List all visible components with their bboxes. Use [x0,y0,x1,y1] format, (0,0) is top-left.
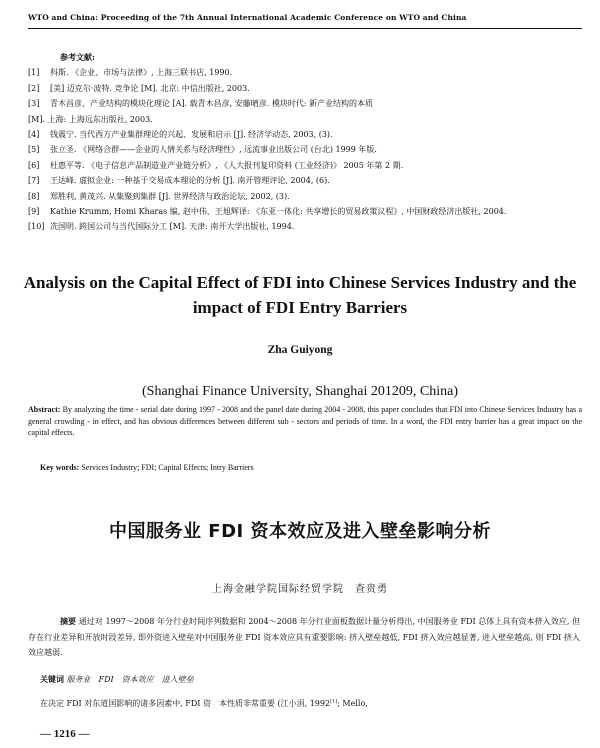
chinese-affiliation-author: 上海金融学院国际经贸学院 查贵勇 [212,584,388,595]
english-keywords [40,463,580,472]
chinese-keywords-label: 关键词 [40,674,64,684]
reference-item: [8] 郑胜利, 黄茂兴. 从集聚到集群 [J]. 世界经济与政治论坛, 2002, (3). [28,191,290,201]
chinese-body-text: 在决定 FDI 对东道国影响的诸多因素中, FDI 资 本性质非常重要 (江小涓, 1992[1]; Mello, [40,698,368,708]
reference-item: [6] 杜惠平等. 《电子信息产品制造业产业链分析》, 《人大报刊复印资料 (工业经济)》 2005 年第 2 期. [28,160,404,170]
chinese-title: 中国服务业 FDI 资本效应及进入壁垒影响分析 [109,521,491,542]
chinese-keywords-text: 服务业 FDI 资本效应 进入壁垒 [66,675,194,684]
page-number: — 1216 — [40,728,90,740]
reference-item: [4] 钱震宁. 当代西方产业集群理论的兴起、发展和启示 [J]. 经济学动态, 2003, (3). [28,130,333,140]
keywords-text: Services Industry; FDI; Capital Effects; Intry Barriers [81,463,254,472]
chinese-abstract-label: 摘要 [60,616,77,626]
running-header: WTO and China: Proceeding of the 7th Annual International Academic Conference on WTO and China [28,13,467,22]
citation-mark: [1] [330,698,338,705]
chinese-keywords [40,674,580,685]
reference-item: [9] Kathie Krumm, Homi Kharas 编, 赵中伟、王旭辉译: 《东亚一体化: 共享增长的贸易政策议程》, 中国财政经济出版社, 2004. [28,207,507,217]
reference-item-continued: [M]. 上海: 上海远东出版社, 2003. [28,114,153,124]
references-title: 参考文献: [60,52,95,62]
abstract-text: By analyzing the time - serial date during 1997 - 2008 and the panel date during 2004 - 2008, this paper concludes that FDI into Chinese Services Industry has a general crowding - in effect, and has obvious differences between different sub - sectors and periods of time. In a word, the FDI entry barrier has a great impact on the capital effects. [28,405,582,437]
chinese-abstract-text: 通过对 1997～2008 年分行业时间序列数据和 2004～2008 年分行业面板数据计量分析得出, 中国服务业 FDI 总体上具有资本挤入效应, 但存在行业差异和开放时段差异, 即外资进入壁垒对中国服务业 FDI 资本效应具有重要影响: 挤入壁垒越低, FDI 挤入效应越显著, 进入壁垒越高, 则 FDI 挤入效应越弱. [28,617,580,657]
abstract-label: Abstract: [28,405,61,414]
reference-item: [10] 冼国明. 跨国公司与当代国际分工 [M]. 天津: 南开大学出版社, 1994. [28,222,295,232]
keywords-label: Key words: [40,463,80,472]
reference-item: [2] [美] 迈克尔·波特. 竞争论 [M]. 北京: 中信出版社, 2003. [28,83,250,93]
reference-item: [1] 科斯. 《企业、市场与法律》, 上海三联书店, 1990. [28,68,233,78]
chinese-abstract [28,614,580,661]
header-rule [28,28,582,29]
references-section [28,50,584,235]
reference-item: [3] 青木昌彦、产业结构的模块化理论 [A]. 载青木昌彦, 安藤晴彦. 模块时代: 新产业结构的本质 [28,99,374,109]
english-abstract [28,404,582,439]
english-affiliation: (Shanghai Finance University, Shanghai 201209, China) [142,384,458,399]
reference-item: [5] 张立圣. 《网络合群——企业的人情关系与经济理性》, 远流事业出版公司 (台北) 1999 年版. [28,145,377,155]
english-author: Zha Guiyong [267,344,333,356]
reference-item: [7] 王达峰. 虚拟企业: 一种基于交易成本理论的分析 [J]. 南开管理评论, 2004, (6). [28,176,330,186]
english-title: Analysis on the Capital Effect of FDI into Chinese Services Industry and the impact of FDI Entry Barriers [23,273,577,317]
